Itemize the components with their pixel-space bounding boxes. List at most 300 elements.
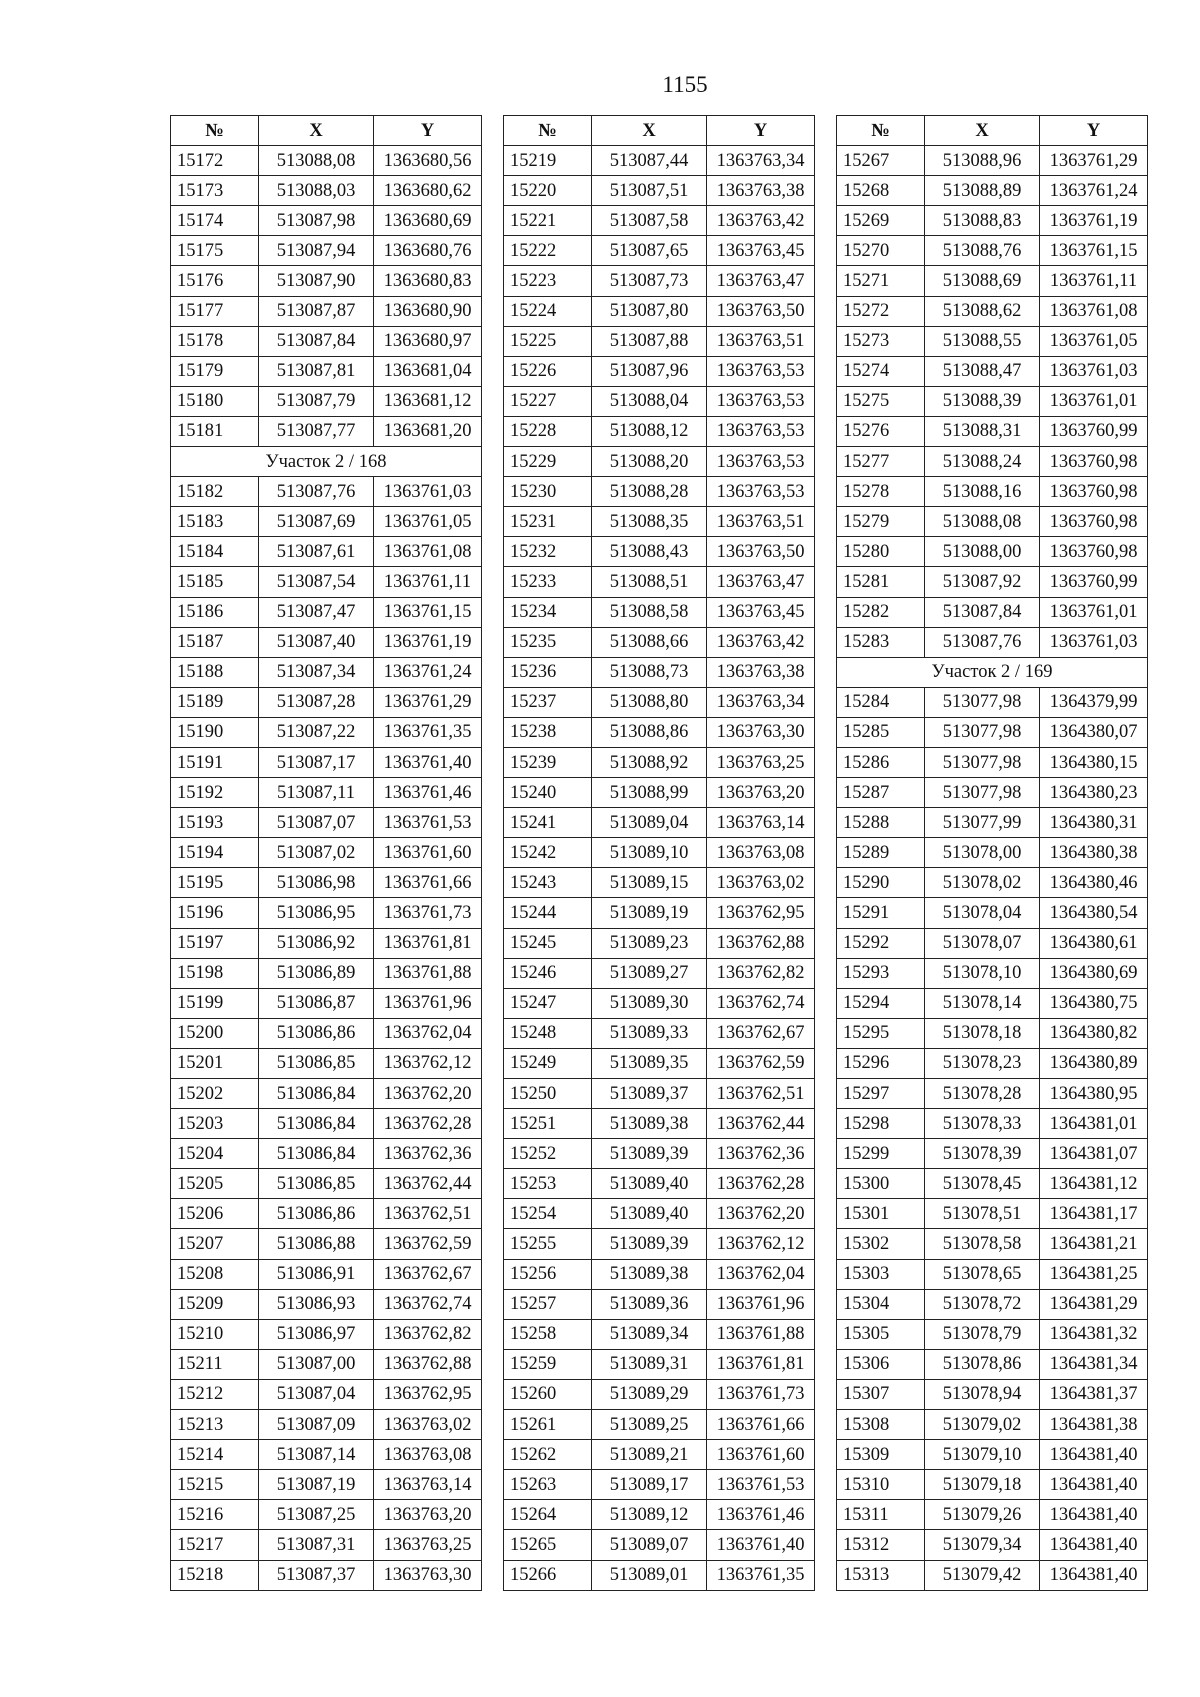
point-number-cell: 15300 [837,1169,925,1199]
table-row [837,206,1148,236]
x-coordinate-cell: 513088,12 [592,416,707,446]
x-coordinate-cell: 513086,92 [259,928,374,958]
table-row [504,1319,815,1349]
table-row [171,898,482,928]
x-coordinate-cell: 513087,02 [259,838,374,868]
x-coordinate-cell: 513087,22 [259,717,374,747]
x-coordinate-cell: 513087,81 [259,356,374,386]
point-number-cell: 15296 [837,1048,925,1078]
x-coordinate-cell: 513078,33 [925,1109,1040,1139]
x-coordinate-cell: 513086,85 [259,1048,374,1078]
table-row [504,266,815,296]
header-y: Y [707,116,815,146]
table-row [504,1139,815,1169]
point-number-cell: 15263 [504,1470,592,1500]
y-coordinate-cell: 1363761,03 [1040,356,1148,386]
x-coordinate-cell: 513087,77 [259,416,374,446]
table-row [171,1440,482,1470]
table-row [171,296,482,326]
y-coordinate-cell: 1363763,53 [707,416,815,446]
point-number-cell: 15272 [837,296,925,326]
y-coordinate-cell: 1363762,04 [374,1018,482,1048]
table-row [837,597,1148,627]
x-coordinate-cell: 513086,85 [259,1169,374,1199]
coordinates-table-3 [836,115,1148,1591]
section-label: Участок 2 / 168 [171,447,482,477]
y-coordinate-cell: 1363762,20 [707,1199,815,1229]
table-row [504,1229,815,1259]
header-number: № [504,116,592,146]
y-coordinate-cell: 1364381,37 [1040,1379,1148,1409]
x-coordinate-cell: 513089,27 [592,958,707,988]
y-coordinate-cell: 1363760,99 [1040,567,1148,597]
point-number-cell: 15245 [504,928,592,958]
x-coordinate-cell: 513087,31 [259,1530,374,1560]
point-number-cell: 15188 [171,657,259,687]
x-coordinate-cell: 513088,69 [925,266,1040,296]
point-number-cell: 15209 [171,1289,259,1319]
y-coordinate-cell: 1363680,90 [374,296,482,326]
point-number-cell: 15199 [171,988,259,1018]
y-coordinate-cell: 1363762,04 [707,1259,815,1289]
y-coordinate-cell: 1363681,12 [374,386,482,416]
point-number-cell: 15204 [171,1139,259,1169]
y-coordinate-cell: 1363680,69 [374,206,482,236]
point-number-cell: 15222 [504,236,592,266]
point-number-cell: 15243 [504,868,592,898]
y-coordinate-cell: 1363761,66 [707,1410,815,1440]
table-row [837,296,1148,326]
table-row [504,1470,815,1500]
y-coordinate-cell: 1363761,40 [374,747,482,777]
point-number-cell: 15236 [504,657,592,687]
point-number-cell: 15234 [504,597,592,627]
y-coordinate-cell: 1363763,02 [374,1410,482,1440]
coordinates-table-2 [503,115,815,1591]
table-row [171,507,482,537]
y-coordinate-cell: 1363761,46 [374,778,482,808]
table-row [837,838,1148,868]
table-row [504,958,815,988]
point-number-cell: 15190 [171,717,259,747]
x-coordinate-cell: 513089,07 [592,1530,707,1560]
x-coordinate-cell: 513088,35 [592,507,707,537]
x-coordinate-cell: 513089,25 [592,1410,707,1440]
y-coordinate-cell: 1363763,34 [707,146,815,176]
point-number-cell: 15210 [171,1319,259,1349]
y-coordinate-cell: 1363762,36 [374,1139,482,1169]
x-coordinate-cell: 513089,40 [592,1169,707,1199]
table-row [171,416,482,446]
table-row [837,1139,1148,1169]
x-coordinate-cell: 513086,95 [259,898,374,928]
point-number-cell: 15274 [837,356,925,386]
table-row [837,146,1148,176]
y-coordinate-cell: 1364380,23 [1040,778,1148,808]
table-row [504,356,815,386]
point-number-cell: 15224 [504,296,592,326]
table-row [171,477,482,507]
table-row [504,928,815,958]
x-coordinate-cell: 513078,51 [925,1199,1040,1229]
table-row [504,627,815,657]
y-coordinate-cell: 1363762,88 [707,928,815,958]
point-number-cell: 15220 [504,176,592,206]
y-coordinate-cell: 1363761,08 [374,537,482,567]
table-row [837,176,1148,206]
header-y: Y [1040,116,1148,146]
point-number-cell: 15180 [171,386,259,416]
y-coordinate-cell: 1364381,07 [1040,1139,1148,1169]
point-number-cell: 15182 [171,477,259,507]
y-coordinate-cell: 1364381,21 [1040,1229,1148,1259]
point-number-cell: 15244 [504,898,592,928]
x-coordinate-cell: 513087,76 [259,477,374,507]
x-coordinate-cell: 513077,99 [925,808,1040,838]
point-number-cell: 15282 [837,597,925,627]
y-coordinate-cell: 1363762,95 [707,898,815,928]
table-row [837,326,1148,356]
point-number-cell: 15257 [504,1289,592,1319]
point-number-cell: 15306 [837,1349,925,1379]
y-coordinate-cell: 1363762,82 [707,958,815,988]
x-coordinate-cell: 513089,10 [592,838,707,868]
point-number-cell: 15268 [837,176,925,206]
point-number-cell: 15238 [504,717,592,747]
point-number-cell: 15174 [171,206,259,236]
x-coordinate-cell: 513078,39 [925,1139,1040,1169]
x-coordinate-cell: 513087,11 [259,778,374,808]
table-row [504,537,815,567]
point-number-cell: 15261 [504,1410,592,1440]
y-coordinate-cell: 1363763,25 [707,747,815,777]
y-coordinate-cell: 1363763,50 [707,537,815,567]
y-coordinate-cell: 1363763,50 [707,296,815,326]
x-coordinate-cell: 513088,73 [592,657,707,687]
x-coordinate-cell: 513078,94 [925,1379,1040,1409]
table-row [504,1349,815,1379]
x-coordinate-cell: 513086,87 [259,988,374,1018]
table-row [837,778,1148,808]
x-coordinate-cell: 513078,10 [925,958,1040,988]
point-number-cell: 15304 [837,1289,925,1319]
page-number: 1155 [662,72,708,97]
x-coordinate-cell: 513089,33 [592,1018,707,1048]
point-number-cell: 15259 [504,1349,592,1379]
x-coordinate-cell: 513088,66 [592,627,707,657]
x-coordinate-cell: 513088,04 [592,386,707,416]
x-coordinate-cell: 513087,79 [259,386,374,416]
y-coordinate-cell: 1364380,07 [1040,717,1148,747]
x-coordinate-cell: 513089,01 [592,1560,707,1590]
y-coordinate-cell: 1363761,24 [374,657,482,687]
table-row [504,1079,815,1109]
x-coordinate-cell: 513087,88 [592,326,707,356]
x-coordinate-cell: 513089,31 [592,1349,707,1379]
point-number-cell: 15293 [837,958,925,988]
y-coordinate-cell: 1364381,40 [1040,1530,1148,1560]
x-coordinate-cell: 513086,84 [259,1139,374,1169]
x-coordinate-cell: 513078,45 [925,1169,1040,1199]
y-coordinate-cell: 1363763,51 [707,507,815,537]
y-coordinate-cell: 1363763,47 [707,266,815,296]
x-coordinate-cell: 513079,34 [925,1530,1040,1560]
point-number-cell: 15239 [504,747,592,777]
x-coordinate-cell: 513078,23 [925,1048,1040,1078]
table-row [171,1169,482,1199]
point-number-cell: 15305 [837,1319,925,1349]
point-number-cell: 15253 [504,1169,592,1199]
x-coordinate-cell: 513089,38 [592,1109,707,1139]
x-coordinate-cell: 513077,98 [925,717,1040,747]
y-coordinate-cell: 1363760,98 [1040,447,1148,477]
point-number-cell: 15276 [837,416,925,446]
x-coordinate-cell: 513087,04 [259,1379,374,1409]
y-coordinate-cell: 1363761,15 [1040,236,1148,266]
point-number-cell: 15219 [504,146,592,176]
table-row [171,1500,482,1530]
y-coordinate-cell: 1363761,03 [374,477,482,507]
table-row [837,386,1148,416]
y-coordinate-cell: 1363763,30 [707,717,815,747]
y-coordinate-cell: 1364380,46 [1040,868,1148,898]
point-number-cell: 15291 [837,898,925,928]
x-coordinate-cell: 513088,08 [259,146,374,176]
table-row [504,1199,815,1229]
table-row [171,1139,482,1169]
y-coordinate-cell: 1363680,62 [374,176,482,206]
x-coordinate-cell: 513086,84 [259,1109,374,1139]
y-coordinate-cell: 1364381,01 [1040,1109,1148,1139]
y-coordinate-cell: 1363763,51 [707,326,815,356]
y-coordinate-cell: 1363762,88 [374,1349,482,1379]
x-coordinate-cell: 513087,51 [592,176,707,206]
table-row [171,778,482,808]
section-row [171,447,482,477]
x-coordinate-cell: 513088,31 [925,416,1040,446]
table-row [171,266,482,296]
y-coordinate-cell: 1364381,40 [1040,1470,1148,1500]
point-number-cell: 15308 [837,1410,925,1440]
table-row [171,236,482,266]
y-coordinate-cell: 1363680,56 [374,146,482,176]
y-coordinate-cell: 1364380,15 [1040,747,1148,777]
y-coordinate-cell: 1363680,83 [374,266,482,296]
point-number-cell: 15228 [504,416,592,446]
y-coordinate-cell: 1363761,88 [707,1319,815,1349]
x-coordinate-cell: 513088,86 [592,717,707,747]
point-number-cell: 15193 [171,808,259,838]
x-coordinate-cell: 513089,17 [592,1470,707,1500]
y-coordinate-cell: 1364381,34 [1040,1349,1148,1379]
point-number-cell: 15286 [837,747,925,777]
y-coordinate-cell: 1363761,81 [707,1349,815,1379]
x-coordinate-cell: 513079,10 [925,1440,1040,1470]
y-coordinate-cell: 1363761,60 [374,838,482,868]
table-row [837,1560,1148,1590]
table-row [171,657,482,687]
y-coordinate-cell: 1363760,98 [1040,507,1148,537]
y-coordinate-cell: 1363761,05 [374,507,482,537]
point-number-cell: 15307 [837,1379,925,1409]
point-number-cell: 15295 [837,1018,925,1048]
table-row [171,1349,482,1379]
y-coordinate-cell: 1364380,89 [1040,1048,1148,1078]
y-coordinate-cell: 1363763,25 [374,1530,482,1560]
point-number-cell: 15230 [504,477,592,507]
table-row [837,266,1148,296]
table-row [837,898,1148,928]
x-coordinate-cell: 513088,16 [925,477,1040,507]
x-coordinate-cell: 513088,80 [592,687,707,717]
point-number-cell: 15183 [171,507,259,537]
y-coordinate-cell: 1363763,14 [707,808,815,838]
point-number-cell: 15270 [837,236,925,266]
y-coordinate-cell: 1363762,67 [374,1259,482,1289]
table-row [837,1379,1148,1409]
table-row [837,236,1148,266]
x-coordinate-cell: 513089,12 [592,1500,707,1530]
point-number-cell: 15203 [171,1109,259,1139]
table-row [837,928,1148,958]
point-number-cell: 15221 [504,206,592,236]
x-coordinate-cell: 513088,00 [925,537,1040,567]
table-row [171,808,482,838]
y-coordinate-cell: 1363762,28 [374,1109,482,1139]
table-header-row [837,116,1148,146]
y-coordinate-cell: 1363761,01 [1040,386,1148,416]
table-row [504,567,815,597]
y-coordinate-cell: 1363763,20 [707,778,815,808]
x-coordinate-cell: 513087,09 [259,1410,374,1440]
point-number-cell: 15262 [504,1440,592,1470]
table-row [837,717,1148,747]
y-coordinate-cell: 1363761,88 [374,958,482,988]
point-number-cell: 15211 [171,1349,259,1379]
table-row [837,356,1148,386]
x-coordinate-cell: 513087,34 [259,657,374,687]
x-coordinate-cell: 513077,98 [925,687,1040,717]
y-coordinate-cell: 1363762,36 [707,1139,815,1169]
y-coordinate-cell: 1364380,31 [1040,808,1148,838]
point-number-cell: 15216 [171,1500,259,1530]
x-coordinate-cell: 513089,29 [592,1379,707,1409]
y-coordinate-cell: 1363761,03 [1040,627,1148,657]
y-coordinate-cell: 1363763,38 [707,657,815,687]
x-coordinate-cell: 513087,44 [592,146,707,176]
x-coordinate-cell: 513089,35 [592,1048,707,1078]
table-row [504,176,815,206]
x-coordinate-cell: 513087,25 [259,1500,374,1530]
table-row [504,868,815,898]
table-row [837,1199,1148,1229]
y-coordinate-cell: 1364381,17 [1040,1199,1148,1229]
x-coordinate-cell: 513079,42 [925,1560,1040,1590]
x-coordinate-cell: 513087,69 [259,507,374,537]
x-coordinate-cell: 513089,30 [592,988,707,1018]
x-coordinate-cell: 513078,07 [925,928,1040,958]
table-row [171,356,482,386]
x-coordinate-cell: 513078,79 [925,1319,1040,1349]
x-coordinate-cell: 513088,20 [592,447,707,477]
point-number-cell: 15299 [837,1139,925,1169]
y-coordinate-cell: 1363761,29 [1040,146,1148,176]
y-coordinate-cell: 1363763,45 [707,236,815,266]
table-row [171,958,482,988]
table-row [171,146,482,176]
point-number-cell: 15275 [837,386,925,416]
table-row [171,537,482,567]
y-coordinate-cell: 1363762,74 [374,1289,482,1319]
table-row [837,868,1148,898]
y-coordinate-cell: 1364380,61 [1040,928,1148,958]
x-coordinate-cell: 513088,55 [925,326,1040,356]
table-row [837,988,1148,1018]
section-label: Участок 2 / 169 [837,657,1148,687]
y-coordinate-cell: 1363763,20 [374,1500,482,1530]
table-row [504,1048,815,1078]
y-coordinate-cell: 1364380,95 [1040,1079,1148,1109]
y-coordinate-cell: 1364381,38 [1040,1410,1148,1440]
x-coordinate-cell: 513078,00 [925,838,1040,868]
y-coordinate-cell: 1363762,44 [707,1109,815,1139]
table-row [504,296,815,326]
point-number-cell: 15247 [504,988,592,1018]
table-row [171,1379,482,1409]
x-coordinate-cell: 513087,07 [259,808,374,838]
x-coordinate-cell: 513078,04 [925,898,1040,928]
x-coordinate-cell: 513087,28 [259,687,374,717]
point-number-cell: 15302 [837,1229,925,1259]
x-coordinate-cell: 513087,47 [259,597,374,627]
point-number-cell: 15273 [837,326,925,356]
y-coordinate-cell: 1363761,24 [1040,176,1148,206]
point-number-cell: 15277 [837,447,925,477]
y-coordinate-cell: 1363762,51 [374,1199,482,1229]
point-number-cell: 15198 [171,958,259,988]
y-coordinate-cell: 1363760,99 [1040,416,1148,446]
point-number-cell: 15218 [171,1560,259,1590]
point-number-cell: 15271 [837,266,925,296]
point-number-cell: 15265 [504,1530,592,1560]
x-coordinate-cell: 513086,97 [259,1319,374,1349]
table-row [837,1530,1148,1560]
point-number-cell: 15202 [171,1079,259,1109]
table-row [171,838,482,868]
table-row [837,507,1148,537]
x-coordinate-cell: 513087,84 [259,326,374,356]
y-coordinate-cell: 1363762,95 [374,1379,482,1409]
point-number-cell: 15215 [171,1470,259,1500]
header-number: № [171,116,259,146]
table-row [837,1349,1148,1379]
table-row [504,597,815,627]
x-coordinate-cell: 513088,96 [925,146,1040,176]
point-number-cell: 15212 [171,1379,259,1409]
point-number-cell: 15267 [837,146,925,176]
y-coordinate-cell: 1363761,15 [374,597,482,627]
point-number-cell: 15303 [837,1259,925,1289]
table-row [171,1229,482,1259]
table-row [837,1289,1148,1319]
y-coordinate-cell: 1363681,20 [374,416,482,446]
table-row [837,1169,1148,1199]
x-coordinate-cell: 513087,19 [259,1470,374,1500]
x-coordinate-cell: 513087,00 [259,1349,374,1379]
header-x: X [259,116,374,146]
point-number-cell: 15196 [171,898,259,928]
x-coordinate-cell: 513078,65 [925,1259,1040,1289]
